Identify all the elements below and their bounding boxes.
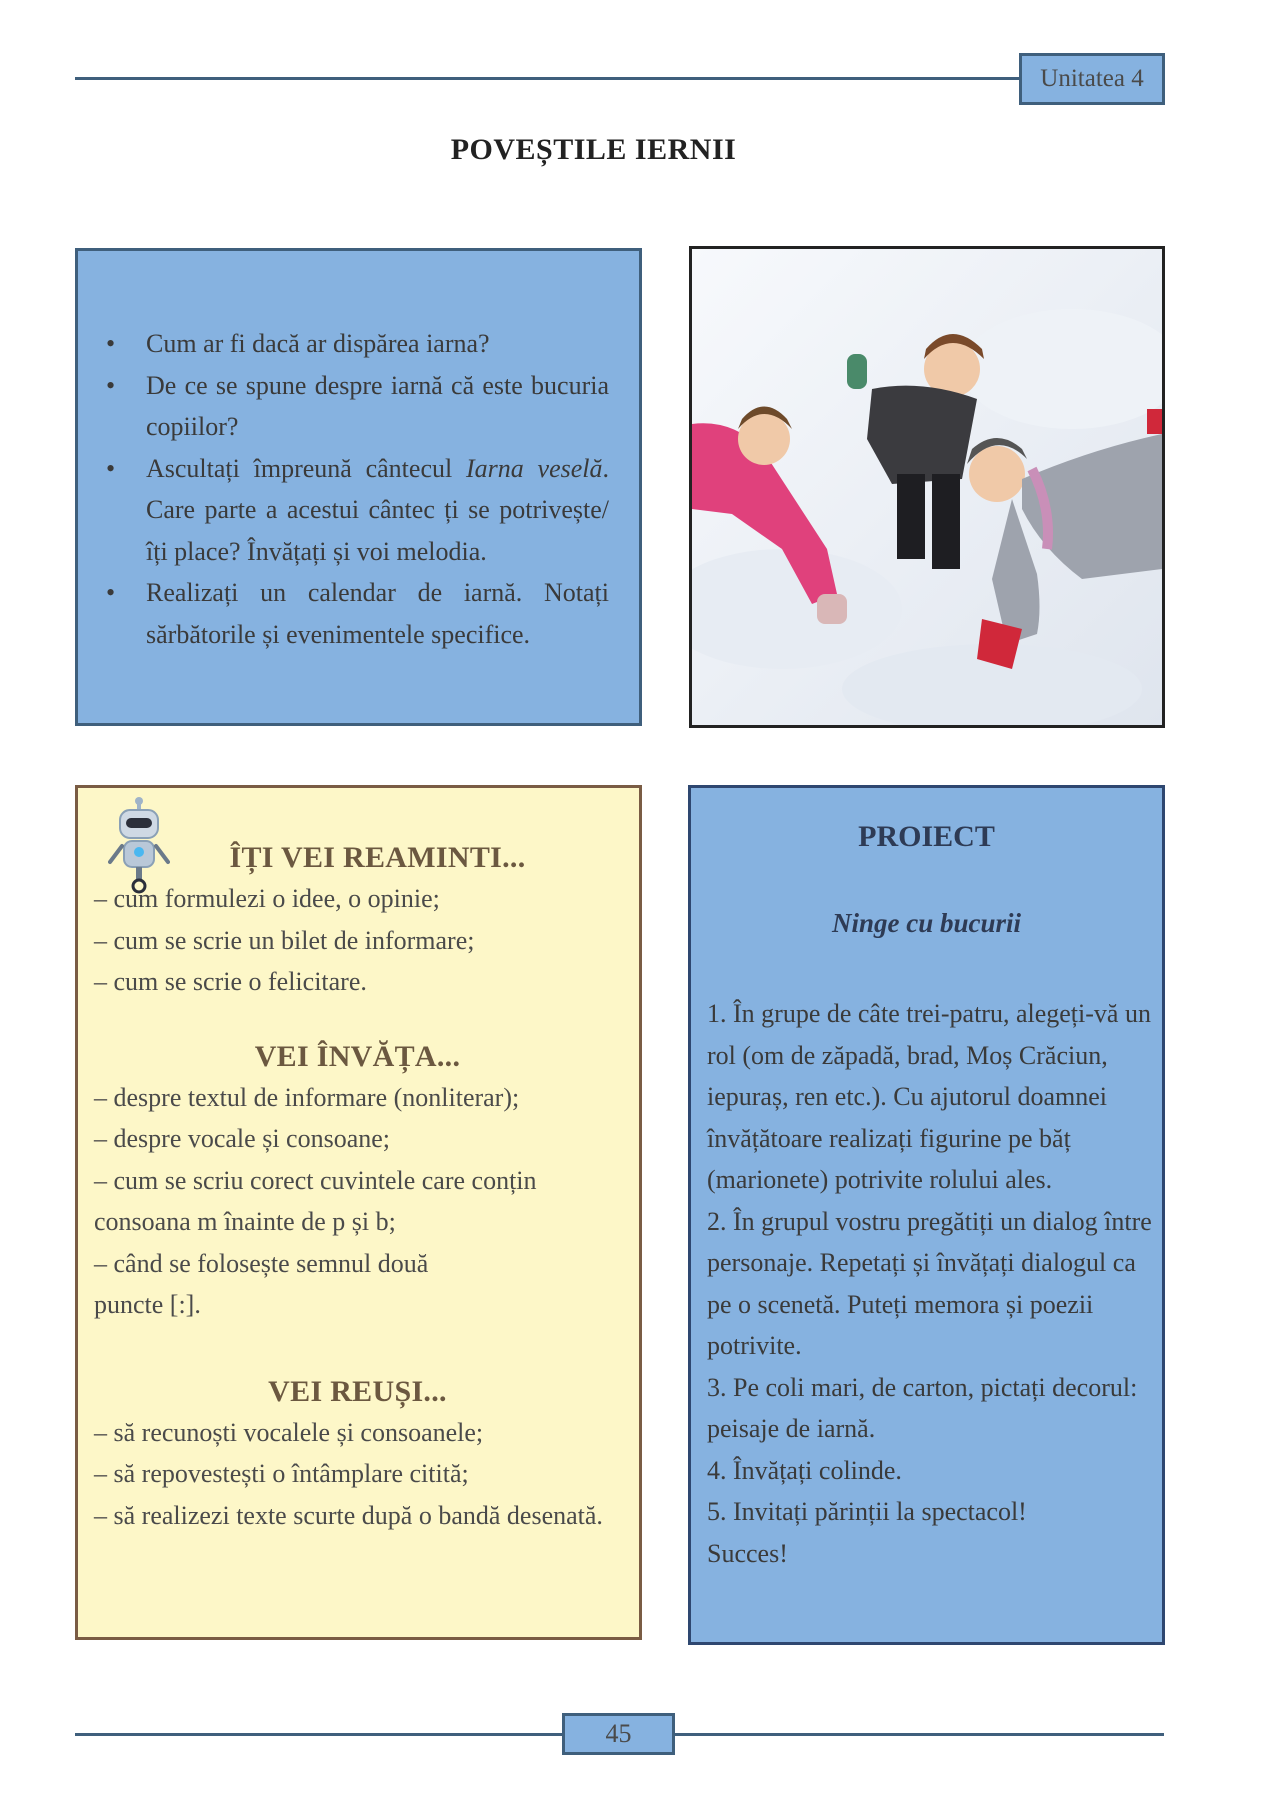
song-title: Iarna veselă bbox=[465, 453, 603, 483]
snow-photo bbox=[689, 246, 1165, 728]
list-item: – când se folosește semnul două puncte [:]. bbox=[94, 1248, 429, 1319]
list-item bbox=[106, 572, 609, 655]
succeed-heading: VEI REUȘI... bbox=[268, 1374, 447, 1408]
questions-list bbox=[106, 323, 609, 655]
question-text: De ce se spune despre iarnă că este bucuria copiilor? bbox=[146, 370, 609, 441]
project-box bbox=[688, 785, 1165, 1645]
list-item: 4. Învățați colinde. bbox=[707, 1455, 902, 1485]
list-item: – cum se scrie o felicitare. bbox=[94, 967, 367, 996]
page-number: 45 bbox=[562, 1713, 675, 1755]
footer-rule-left bbox=[75, 1733, 564, 1736]
list-item: – cum se scriu corect cuvintele care conțin consoana m înainte de p și b; bbox=[94, 1165, 537, 1236]
question-text: Realizați un calendar de iarnă. Notați sărbătorile și evenimentele specifice. bbox=[146, 578, 609, 649]
list-item: – să recunoști vocalele și consoanele; bbox=[94, 1417, 484, 1447]
list-item: – să repovestești o întâmplare citită; bbox=[94, 1459, 469, 1488]
list-item: Succes! bbox=[707, 1538, 788, 1568]
list-item: 2. În grupul vostru pregătiți un dialog între personaje. Repetați și învățați dialogul ca pe o scenetă. Puteți memora și poezii potrivite. bbox=[707, 1206, 1152, 1360]
list-item: – cum formulezi o idee, o opinie; bbox=[94, 884, 440, 913]
bullet-icon: • bbox=[106, 578, 116, 607]
list-item: – despre vocale și consoane; bbox=[94, 1124, 391, 1153]
unit-label: Unitatea 4 bbox=[1019, 53, 1165, 105]
question-text: Ascultați împreună cântecul Iarna veselă. Care parte a acestui cântec ți se potrivește/îți place? Învățați și voi melodia. bbox=[146, 453, 609, 566]
project-title: PROIECT bbox=[858, 820, 995, 853]
bullet-icon: • bbox=[106, 329, 116, 358]
project-subtitle: Ninge cu bucurii bbox=[831, 908, 1022, 938]
list-item: 1. În grupe de câte trei-patru, alegeți-vă un rol (om de zăpadă, brad, Moș Crăciun, iepuraș, ren etc.). Cu ajutorul doamnei învățătoare realizați figurine pe băț (marionete) potrivite rolului ales. bbox=[707, 999, 1151, 1194]
objectives-content bbox=[94, 788, 621, 1536]
learn-heading: VEI ÎNVĂȚA... bbox=[254, 1039, 461, 1073]
page-title: POVEȘTILE IERNII bbox=[450, 133, 737, 166]
bullet-icon: • bbox=[106, 370, 116, 400]
list-item: – cum se scrie un bilet de informare; bbox=[94, 925, 475, 955]
question-text: Cum ar fi dacă ar dispărea iarna? bbox=[146, 329, 490, 358]
list-item: – să realizezi texte scurte după o bandă desenată. bbox=[94, 1500, 603, 1530]
list-item: 3. Pe coli mari, de carton, pictați decorul: peisaje de iarnă. bbox=[707, 1372, 1138, 1443]
objectives-box bbox=[75, 785, 642, 1640]
header-rule bbox=[75, 77, 1021, 80]
remember-heading: ÎȚI VEI REAMINTI... bbox=[229, 841, 526, 874]
list-item bbox=[106, 448, 609, 573]
list-item: – despre textul de informare (nonliterar); bbox=[94, 1082, 520, 1112]
list-item bbox=[106, 365, 609, 448]
list-item: 5. Invitați părinții la spectacol! bbox=[707, 1497, 1027, 1526]
children-snow-angels-photo-icon bbox=[692, 249, 1162, 725]
bullet-icon: • bbox=[106, 453, 116, 483]
project-steps bbox=[707, 993, 1152, 1574]
footer-rule-right bbox=[673, 1733, 1164, 1736]
questions-box bbox=[75, 248, 642, 726]
list-item bbox=[106, 323, 609, 365]
